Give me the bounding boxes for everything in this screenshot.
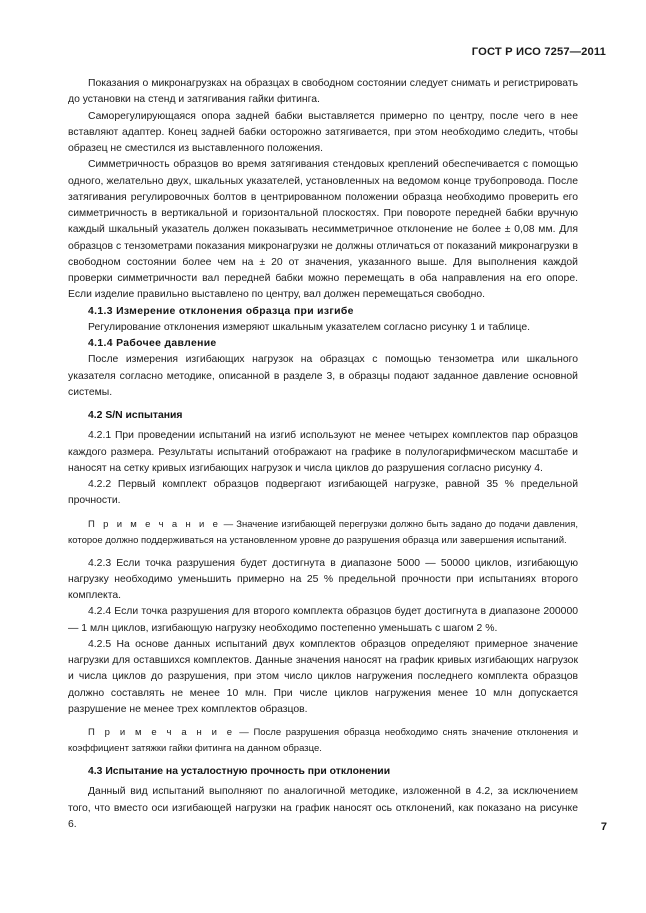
paragraph-symmetry-check: Симметричность образцов во время затягивания стендовых креплений обеспечивается с помощью одного, желательно двух, шкальных указателей, установленных на ведомом конце трубопровода. После затягивания регулировочных болтов в центрированном положении образца необходимо проверить его симметричность в вертикальной и горизонтальной плоскостях. При повороте передней бабки вручную каждый шкальный указатель должен показывать несимметричное отклонение не более ± 0,08 мм. Для образцов с тензометрами показания микронагрузки не должны отличаться от показаний микронагрузки в свободном состоянии более чем на ± 20 от значения, указанного выше. Для выполнения каждой проверки симметричности вал передней бабки можно перемещать в оба направления на его опоре. Если изделие правильно выставлено по центру, вал должен перемещаться свободно. — [68, 159, 578, 301]
note-text: — Значение изгибающей перегрузки должно быть задано до подачи давления, которое должно поддерживаться на установленном уровне до разрушения образца или завершения испытаний. — [68, 518, 578, 546]
paragraph-tailstock-support: Саморегулирующаяся опора задней бабки выставляется примерно по центру, после чего в нее вставляют адаптер. Конец задней бабки осторожно затягивается, при этом необходимо следить, чтобы образец не сместился из выставленного положения. — [68, 110, 578, 154]
page-number: 7 — [600, 821, 607, 833]
paragraph-4-2-1: 4.2.1 При проведении испытаний на изгиб используют не менее четырех комплектов пар образцов каждого размера. Результаты испытаний отображают на графике в полулогарифмическом масштабе и наносят на сетку кривых изгибающих нагрузок и числа циклов до разрушения согласно рисунку 4. — [68, 430, 578, 474]
note-text: — После разрушения образца необходимо снять значение отклонения и коэффициент затяжки гайки фитинга на данном образце. — [68, 727, 578, 754]
page-body-content — [68, 76, 578, 833]
paragraph-4-2-2: 4.2.2 Первый комплект образцов подвергают изгибающей нагрузке, равной 35 % предельной прочности. — [68, 479, 578, 507]
paragraph-working-pressure: После измерения изгибающих нагрузок на образцах с помощью тензометра или шкального указателя согласно методике, описанной в разделе 3, в образцы подают заданное давление основной системы. — [68, 354, 578, 398]
paragraph-4-2-5: 4.2.5 На основе данных испытаний двух комплектов образцов определяют примерное значение нагрузки для оставшихся комплектов. Данные значения наносят на график кривых изгибающих нагрузок и числа циклов до разрушения, при этом число циклов нагружения последнего комплекта образцов должно составлять не менее 10 млн. При числе циклов нагружения менее 10 млн допускается разрушение не менее трех комплектов образцов. — [68, 638, 578, 715]
spacer — [68, 549, 578, 556]
note-block-1 — [68, 517, 578, 549]
spacer — [68, 401, 578, 408]
spacer — [68, 757, 578, 764]
spacer — [68, 718, 578, 725]
paragraph-deflection-adjustment: Регулирование отклонения измеряют шкальным указателем согласно рисунку 1 и таблице. — [88, 321, 530, 333]
spacer — [68, 510, 578, 517]
note-block-2 — [68, 725, 578, 757]
note-label: П р и м е ч а н и е — [88, 518, 221, 530]
note-label: П р и м е ч а н и е — [88, 727, 235, 738]
paragraph-4-3-method: Данный вид испытаний выполняют по аналогичной методике, изложенной в 4.2, за исключением того, что вместо оси изгибающей нагрузки на график наносят ось отклонений, как показано на рисунке 6. — [68, 786, 578, 830]
paragraph-4-2-3: 4.2.3 Если точка разрушения будет достигнута в диапазоне 5000 — 50000 циклов, изгибающую нагрузку необходимо уменьшить примерно на 25 % предельной прочности при испытаниях второго комплекта. — [68, 557, 578, 601]
heading-4-1-3-deflection-measurement: 4.1.3 Измерение отклонения образца при изгибе — [88, 305, 354, 317]
paragraph-intro-microloads: Показания о микронагрузках на образцах в свободном состоянии следует снимать и регистрировать до установки на стенд и затягивания гайки фитинга. — [68, 78, 578, 106]
heading-4-1-4-working-pressure: 4.1.4 Рабочее давление — [88, 338, 217, 349]
page-header-standard-number: ГОСТ Р ИСО 7257—2011 — [471, 46, 606, 58]
paragraph-4-2-4: 4.2.4 Если точка разрушения для второго комплекта образцов будет достигнута в диапазоне 200000 — 1 млн циклов, изгибающую нагрузку необходимо постепенно уменьшать с шагом 2 %. — [68, 606, 578, 634]
heading-4-3-fatigue-deflection: 4.3 Испытание на усталостную прочность при отклонении — [88, 766, 391, 777]
heading-4-2-sn-tests: 4.2 S/N испытания — [88, 410, 183, 421]
